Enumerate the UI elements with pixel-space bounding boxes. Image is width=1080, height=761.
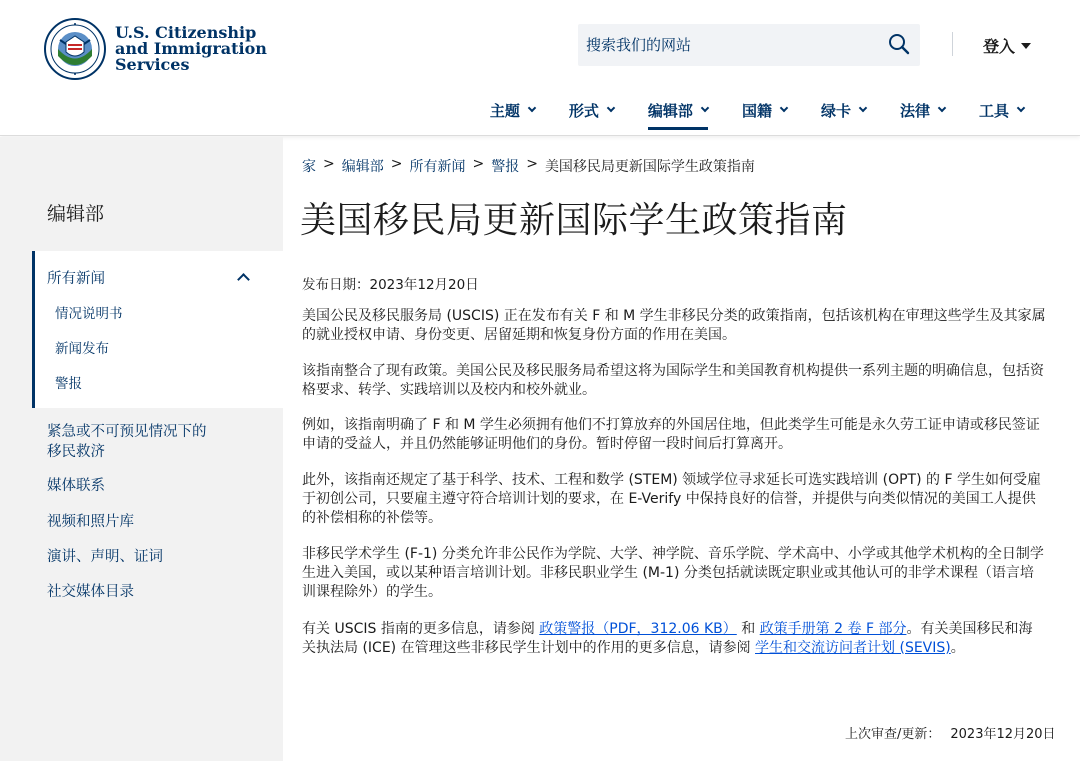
sidebar-item-speeches[interactable]: 演讲、声明、证词 — [47, 549, 163, 565]
article-paragraph: 例如，该指南明确了 F 和 M 学生必须拥有他们不打算放弃的外国居住地，但此类学生可能是永久劳工证申请或移民签证申请的受益人，并且仍然能够证明他们的身份。暂时停留一段时间后打算离开。 — [302, 417, 1040, 452]
nav-label: 主题 — [489, 101, 520, 120]
nav-newsroom[interactable] — [648, 98, 708, 122]
sidebar-item-media-contacts[interactable]: 媒体联系 — [47, 478, 105, 494]
nav-laws[interactable] — [900, 98, 945, 122]
dhs-seal-icon — [44, 18, 106, 80]
sevis-link[interactable]: 学生和交流访问者计划 (SEVIS) — [755, 640, 951, 656]
sidebar-item-all-news[interactable]: 所有新闻 — [47, 271, 105, 287]
sidebar-item-news-releases[interactable]: 新闻发布 — [55, 341, 109, 357]
nav-forms[interactable] — [569, 98, 614, 122]
search-input[interactable] — [586, 24, 876, 66]
breadcrumb — [302, 156, 755, 176]
nav-label: 国籍 — [741, 101, 772, 120]
nav-topics[interactable] — [490, 98, 535, 122]
header-divider — [952, 32, 953, 56]
site-header — [0, 0, 1080, 136]
breadcrumb-all-news[interactable]: 所有新闻 — [409, 159, 466, 175]
article-paragraph: 该指南整合了现有政策。美国公民及移民服务局希望这将为国际学生和美国教育机构提供一系列主题的明确信息，包括资格要求、转学、实践培训以及校内和校外就业。 — [302, 363, 1044, 398]
breadcrumb-separator: > — [390, 156, 403, 172]
search-box — [578, 24, 920, 66]
sidebar-item-emergency-relief[interactable] — [47, 422, 207, 462]
policy-alert-link[interactable]: 政策警报（PDF，312.06 KB） — [539, 621, 737, 637]
nav-citizenship[interactable] — [742, 98, 787, 122]
nav-label: 编辑部 — [647, 101, 693, 120]
agency-name-line: U.S. Citizenship — [115, 23, 257, 42]
page-title: 美国移民局更新国际学生政策指南 — [300, 200, 848, 241]
breadcrumb-separator: > — [472, 156, 485, 172]
search-button[interactable] — [884, 30, 914, 60]
paragraph-text: 。 — [950, 640, 965, 656]
sidebar-title: 编辑部 — [47, 203, 105, 225]
agency-name-line: Services — [115, 55, 190, 74]
chevron-down-icon — [780, 104, 788, 112]
policy-manual-link[interactable]: 政策手册第 2 卷 F 部分 — [759, 621, 907, 637]
breadcrumb-home[interactable]: 家 — [302, 159, 316, 175]
nav-label: 工具 — [978, 101, 1009, 120]
sidebar-item-label: 移民救济 — [47, 444, 105, 460]
last-reviewed — [845, 723, 1056, 742]
breadcrumb-separator: > — [323, 156, 335, 172]
chevron-down-icon — [607, 104, 615, 112]
chevron-down-icon — [1017, 104, 1025, 112]
last-reviewed-label: 上次审查/更新： — [845, 727, 941, 742]
article-paragraph: 美国公民及移民服务局 (USCIS) 正在发布有关 F 和 M 学生非移民分类的政策指南，包括该机构在审理这些学生及其家属的就业授权申请、身份变更、居留延期和恢复身份方面的作用在美国。 — [302, 308, 1046, 343]
nav-label: 法律 — [899, 101, 930, 120]
sidebar-item-fact-sheets[interactable]: 情况说明书 — [55, 306, 123, 322]
breadcrumb-current: 美国移民局更新国际学生政策指南 — [544, 159, 755, 175]
nav-label: 绿卡 — [820, 101, 851, 120]
article-paragraph-more-info — [302, 620, 1046, 658]
paragraph-text: 有关 USCIS 指南的更多信息，请参阅 — [302, 621, 535, 637]
sidebar — [0, 137, 283, 761]
paragraph-text: 和 — [741, 621, 756, 637]
login-label: 登入 — [983, 37, 1016, 56]
login-button[interactable] — [983, 34, 1031, 57]
sidebar-group-all-news — [32, 251, 283, 408]
agency-name-line: and Immigration — [115, 39, 267, 58]
agency-name — [115, 25, 267, 73]
article-paragraph: 非移民学术学生 (F-1) 分类允许非公民作为学院、大学、神学院、音乐学院、学术高中、小学或其他学术机构的全日制学生进入美国，或以某种语言培训计划。非移民职业学生 (M-1) 分类包括就读既定职业或其他认可的非学术课程（语言培训课程除外）的学生。 — [302, 546, 1044, 600]
chevron-down-icon — [938, 104, 946, 112]
chevron-down-icon — [528, 104, 536, 112]
breadcrumb-alerts[interactable]: 警报 — [491, 159, 520, 175]
publish-date: 发布日期：2023年12月20日 — [302, 277, 479, 293]
last-reviewed-date: 2023年12月20日 — [950, 727, 1056, 742]
nav-label: 形式 — [568, 101, 599, 120]
search-icon — [888, 33, 910, 55]
sidebar-item-social-media[interactable]: 社交媒体目录 — [47, 584, 134, 600]
caret-down-icon — [1021, 43, 1031, 49]
breadcrumb-newsroom[interactable]: 编辑部 — [341, 159, 384, 175]
paragraph-text: 。有关美国移民和海关执法局 (ICE) 在管理这些非移民学生计划中的作用的更多信息，请参阅 — [302, 621, 1033, 656]
uscis-logo[interactable] — [44, 18, 267, 80]
chevron-down-icon — [701, 104, 709, 112]
main-nav — [456, 98, 1024, 122]
breadcrumb-separator: > — [526, 156, 538, 172]
sidebar-item-label: 紧急或不可预见情况下的 — [47, 424, 207, 440]
sidebar-item-video-photo[interactable]: 视频和照片库 — [47, 514, 134, 530]
chevron-down-icon — [859, 104, 867, 112]
chevron-up-icon[interactable] — [237, 273, 250, 286]
nav-tools[interactable] — [979, 98, 1024, 122]
article-paragraph: 此外，该指南还规定了基于科学、技术、工程和数学 (STEM) 领域学位寻求延长可选实践培训 (OPT) 的 F 学生如何受雇于初创公司，只要雇主遵守符合培训计划的要求，在 E-Verify 中保持良好的信誉，并提供与向类似情况的美国工人提供的补偿相称的补偿等。 — [302, 472, 1041, 526]
sidebar-item-alerts[interactable]: 警报 — [55, 376, 82, 392]
nav-green-card[interactable] — [821, 98, 866, 122]
